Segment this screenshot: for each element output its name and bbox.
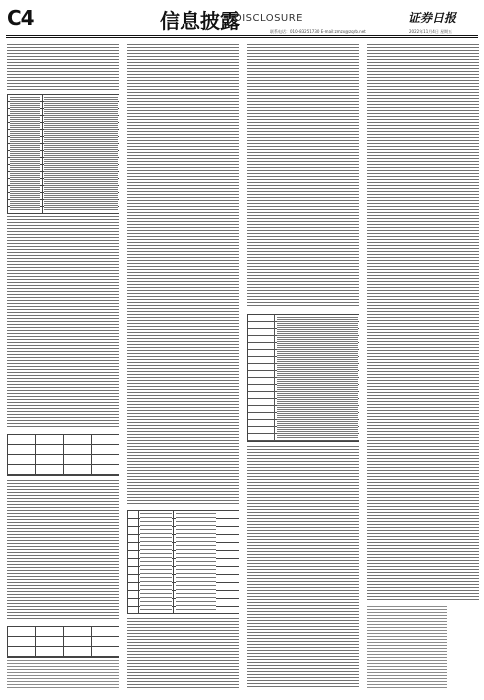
text-block	[7, 480, 119, 620]
schedule-table	[127, 510, 239, 614]
page-header	[0, 0, 484, 40]
table-values	[44, 97, 118, 211]
table-labels	[10, 97, 40, 211]
newspaper-logo: 证券日报	[408, 11, 457, 25]
date-line: 2022年11月4日 星期五	[409, 29, 453, 34]
text-block	[7, 660, 119, 688]
text-block	[127, 618, 239, 688]
table-rows	[277, 317, 358, 439]
text-block	[127, 44, 239, 504]
column-4	[367, 44, 479, 688]
section-title: 信息披露	[160, 9, 240, 33]
signature-block	[367, 606, 447, 688]
header-rule	[6, 35, 478, 36]
page-number: C4	[7, 6, 34, 30]
contact-line: 联系电话：010-83251730 E-mail:zmzx@zqrb.net	[270, 29, 366, 34]
financial-table	[7, 434, 119, 476]
table-details	[176, 513, 216, 611]
header-rule-thin	[6, 37, 478, 38]
record-table	[247, 314, 359, 442]
text-block	[367, 44, 479, 600]
table-items	[140, 513, 172, 611]
text-block	[247, 446, 359, 688]
text-block	[247, 44, 359, 308]
column-1	[7, 44, 119, 688]
text-block	[7, 216, 119, 428]
column-3	[247, 44, 359, 688]
info-table	[7, 94, 119, 214]
summary-table	[7, 626, 119, 658]
text-block	[7, 44, 119, 90]
section-title-en: DISCLOSURE	[234, 13, 303, 24]
column-2	[127, 44, 239, 688]
